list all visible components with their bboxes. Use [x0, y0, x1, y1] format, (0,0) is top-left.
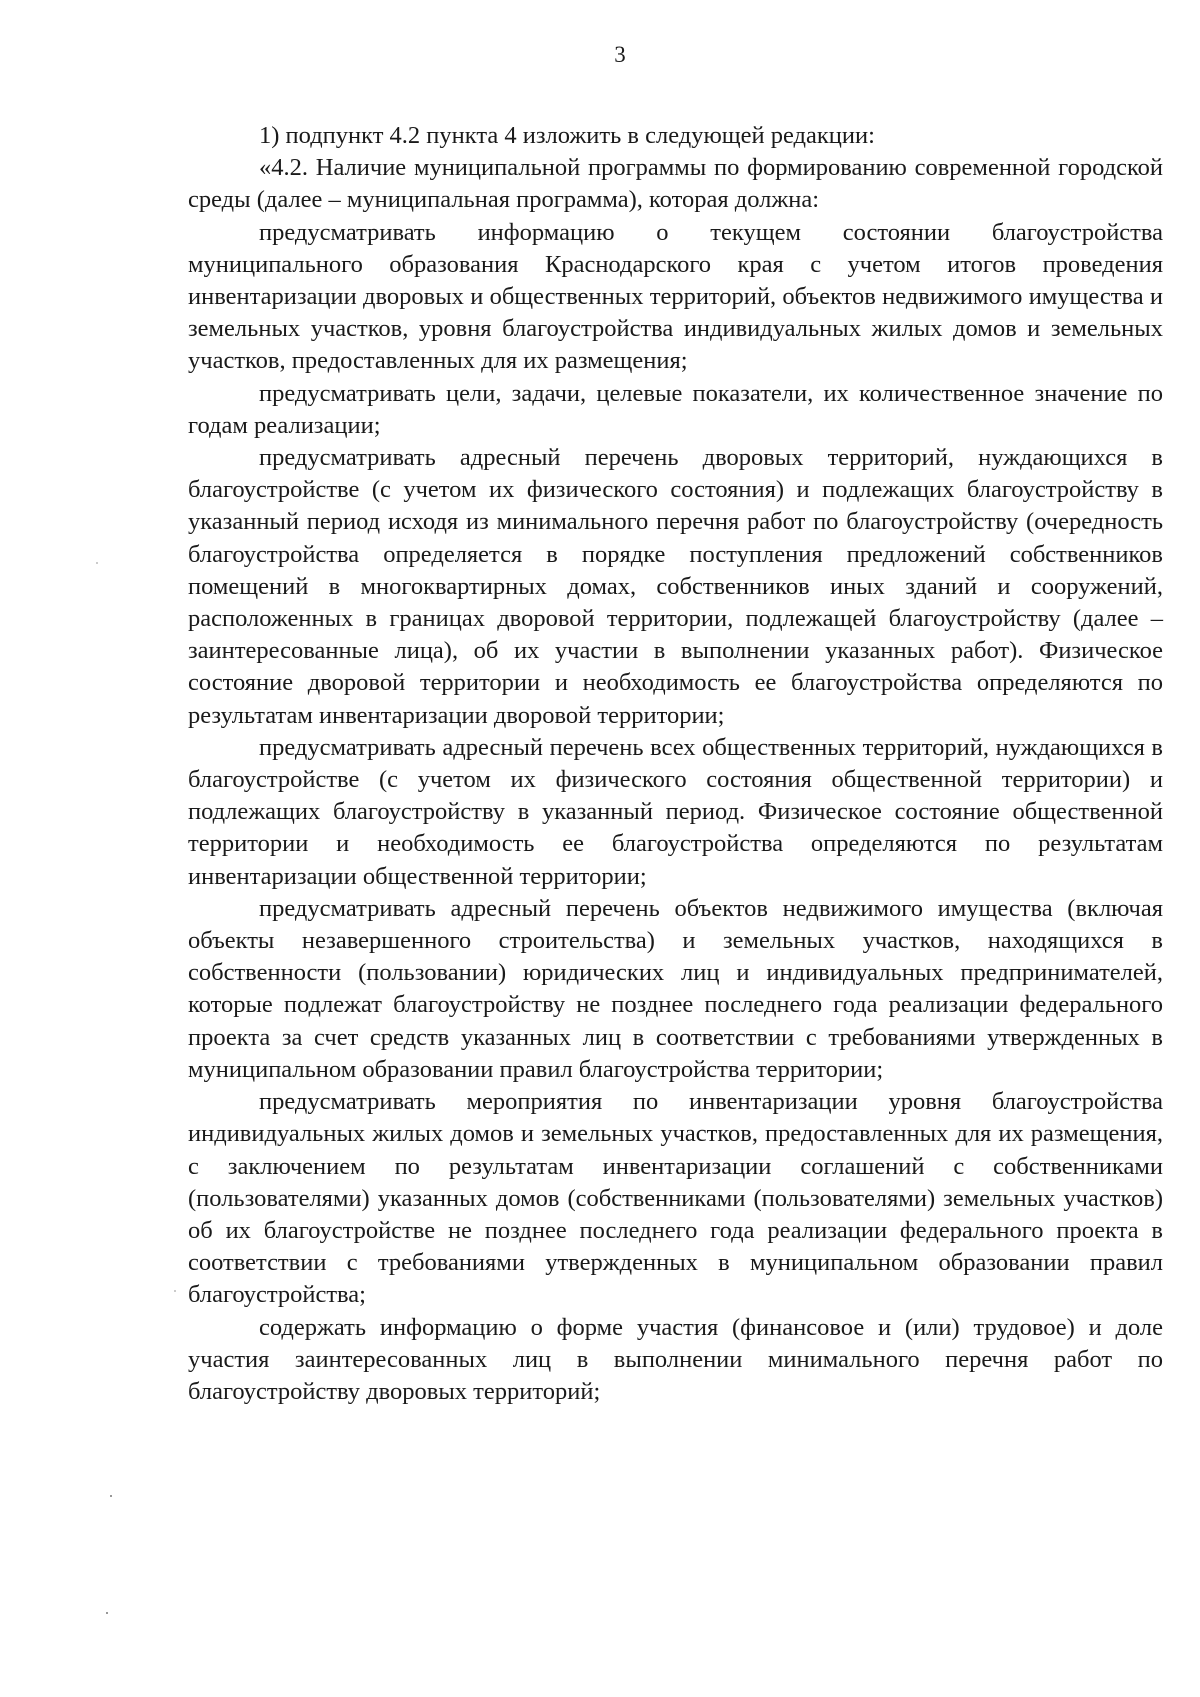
- paragraph-goals-indicators: предусматривать цели, задачи, целевые показатели, их количественное значение по годам реализации;: [188, 379, 1163, 439]
- paragraph-amendment-intro: 1) подпункт 4.2 пункта 4 изложить в следующей редакции:: [259, 122, 875, 149]
- page-number: 3: [614, 42, 626, 67]
- scan-speck: [106, 1612, 108, 1614]
- paragraph-4-2-heading: «4.2. Наличие муниципальной программы по формированию современной городской среды (далее – муниципальная программа), которая должна:: [188, 154, 1163, 214]
- document-body: [188, 120, 1163, 1408]
- scan-speck: [174, 1290, 176, 1292]
- scan-speck: [110, 1495, 112, 1497]
- paragraph-current-state: предусматривать информацию о текущем состоянии благоустройства муниципального образования Краснодарского края с учетом итогов проведения инвентаризации дворовых и общественных территорий, объектов недвижимого имущества и земельных участков, уровня благоустройства индивидуальных жилых домов и земельных участков, предоставленных для их размещения;: [188, 218, 1163, 375]
- paragraph-participation-form: содержать информацию о форме участия (финансовое и (или) трудовое) и доле участия заинтересованных лиц в выполнении минимального перечня работ по благоустройству дворовых территорий;: [188, 1313, 1163, 1405]
- paragraph-real-estate-objects: предусматривать адресный перечень объектов недвижимого имущества (включая объекты незавершенного строительства) и земельных участков, находящихся в собственности (пользовании) юридических лиц и индивидуальных предпринимателей, которые подлежат благоустройству не позднее последнего года реализации федерального проекта за счет средств указанных лиц в соответствии с требованиями утвержденных в муниципальном образовании правил благоустройства территории;: [188, 894, 1163, 1083]
- paragraph-public-territories: предусматривать адресный перечень всех общественных территорий, нуждающихся в благоустройстве (с учетом их физического состояния общественной территории) и подлежащих благоустройству в указанный период. Физическое состояние общественной территории и необходимость ее благоустройства определяются по результатам инвентаризации общественной территории;: [188, 733, 1163, 890]
- paragraph-individual-houses: предусматривать мероприятия по инвентаризации уровня благоустройства индивидуальных жилых домов и земельных участков, предоставленных для их размещения, с заключением по результатам инвентаризации соглашений с собственниками (пользователями) указанных домов (собственниками (пользователями) земельных участков) об их благоустройстве не позднее последнего года реализации федерального проекта в соответствии с требованиями утвержденных в муниципальном образовании правил благоустройства;: [188, 1088, 1163, 1309]
- paragraph-yard-territories: предусматривать адресный перечень дворовых территорий, нуждающихся в благоустройстве (с учетом их физического состояния) и подлежащих благоустройству в указанный период исходя из минимального перечня работ по благоустройству (очередность благоустройства определяется в порядке поступления предложений собственников помещений в многоквартирных домах, собственников иных зданий и сооружений, расположенных в границах дворовой территории, подлежащей благоустройству (далее – заинтересованные лица), об их участии в выполнении указанных работ). Физическое состояние дворовой территории и необходимость ее благоустройства определяются по результатам инвентаризации дворовой территории;: [188, 444, 1163, 729]
- scan-speck: [96, 562, 98, 564]
